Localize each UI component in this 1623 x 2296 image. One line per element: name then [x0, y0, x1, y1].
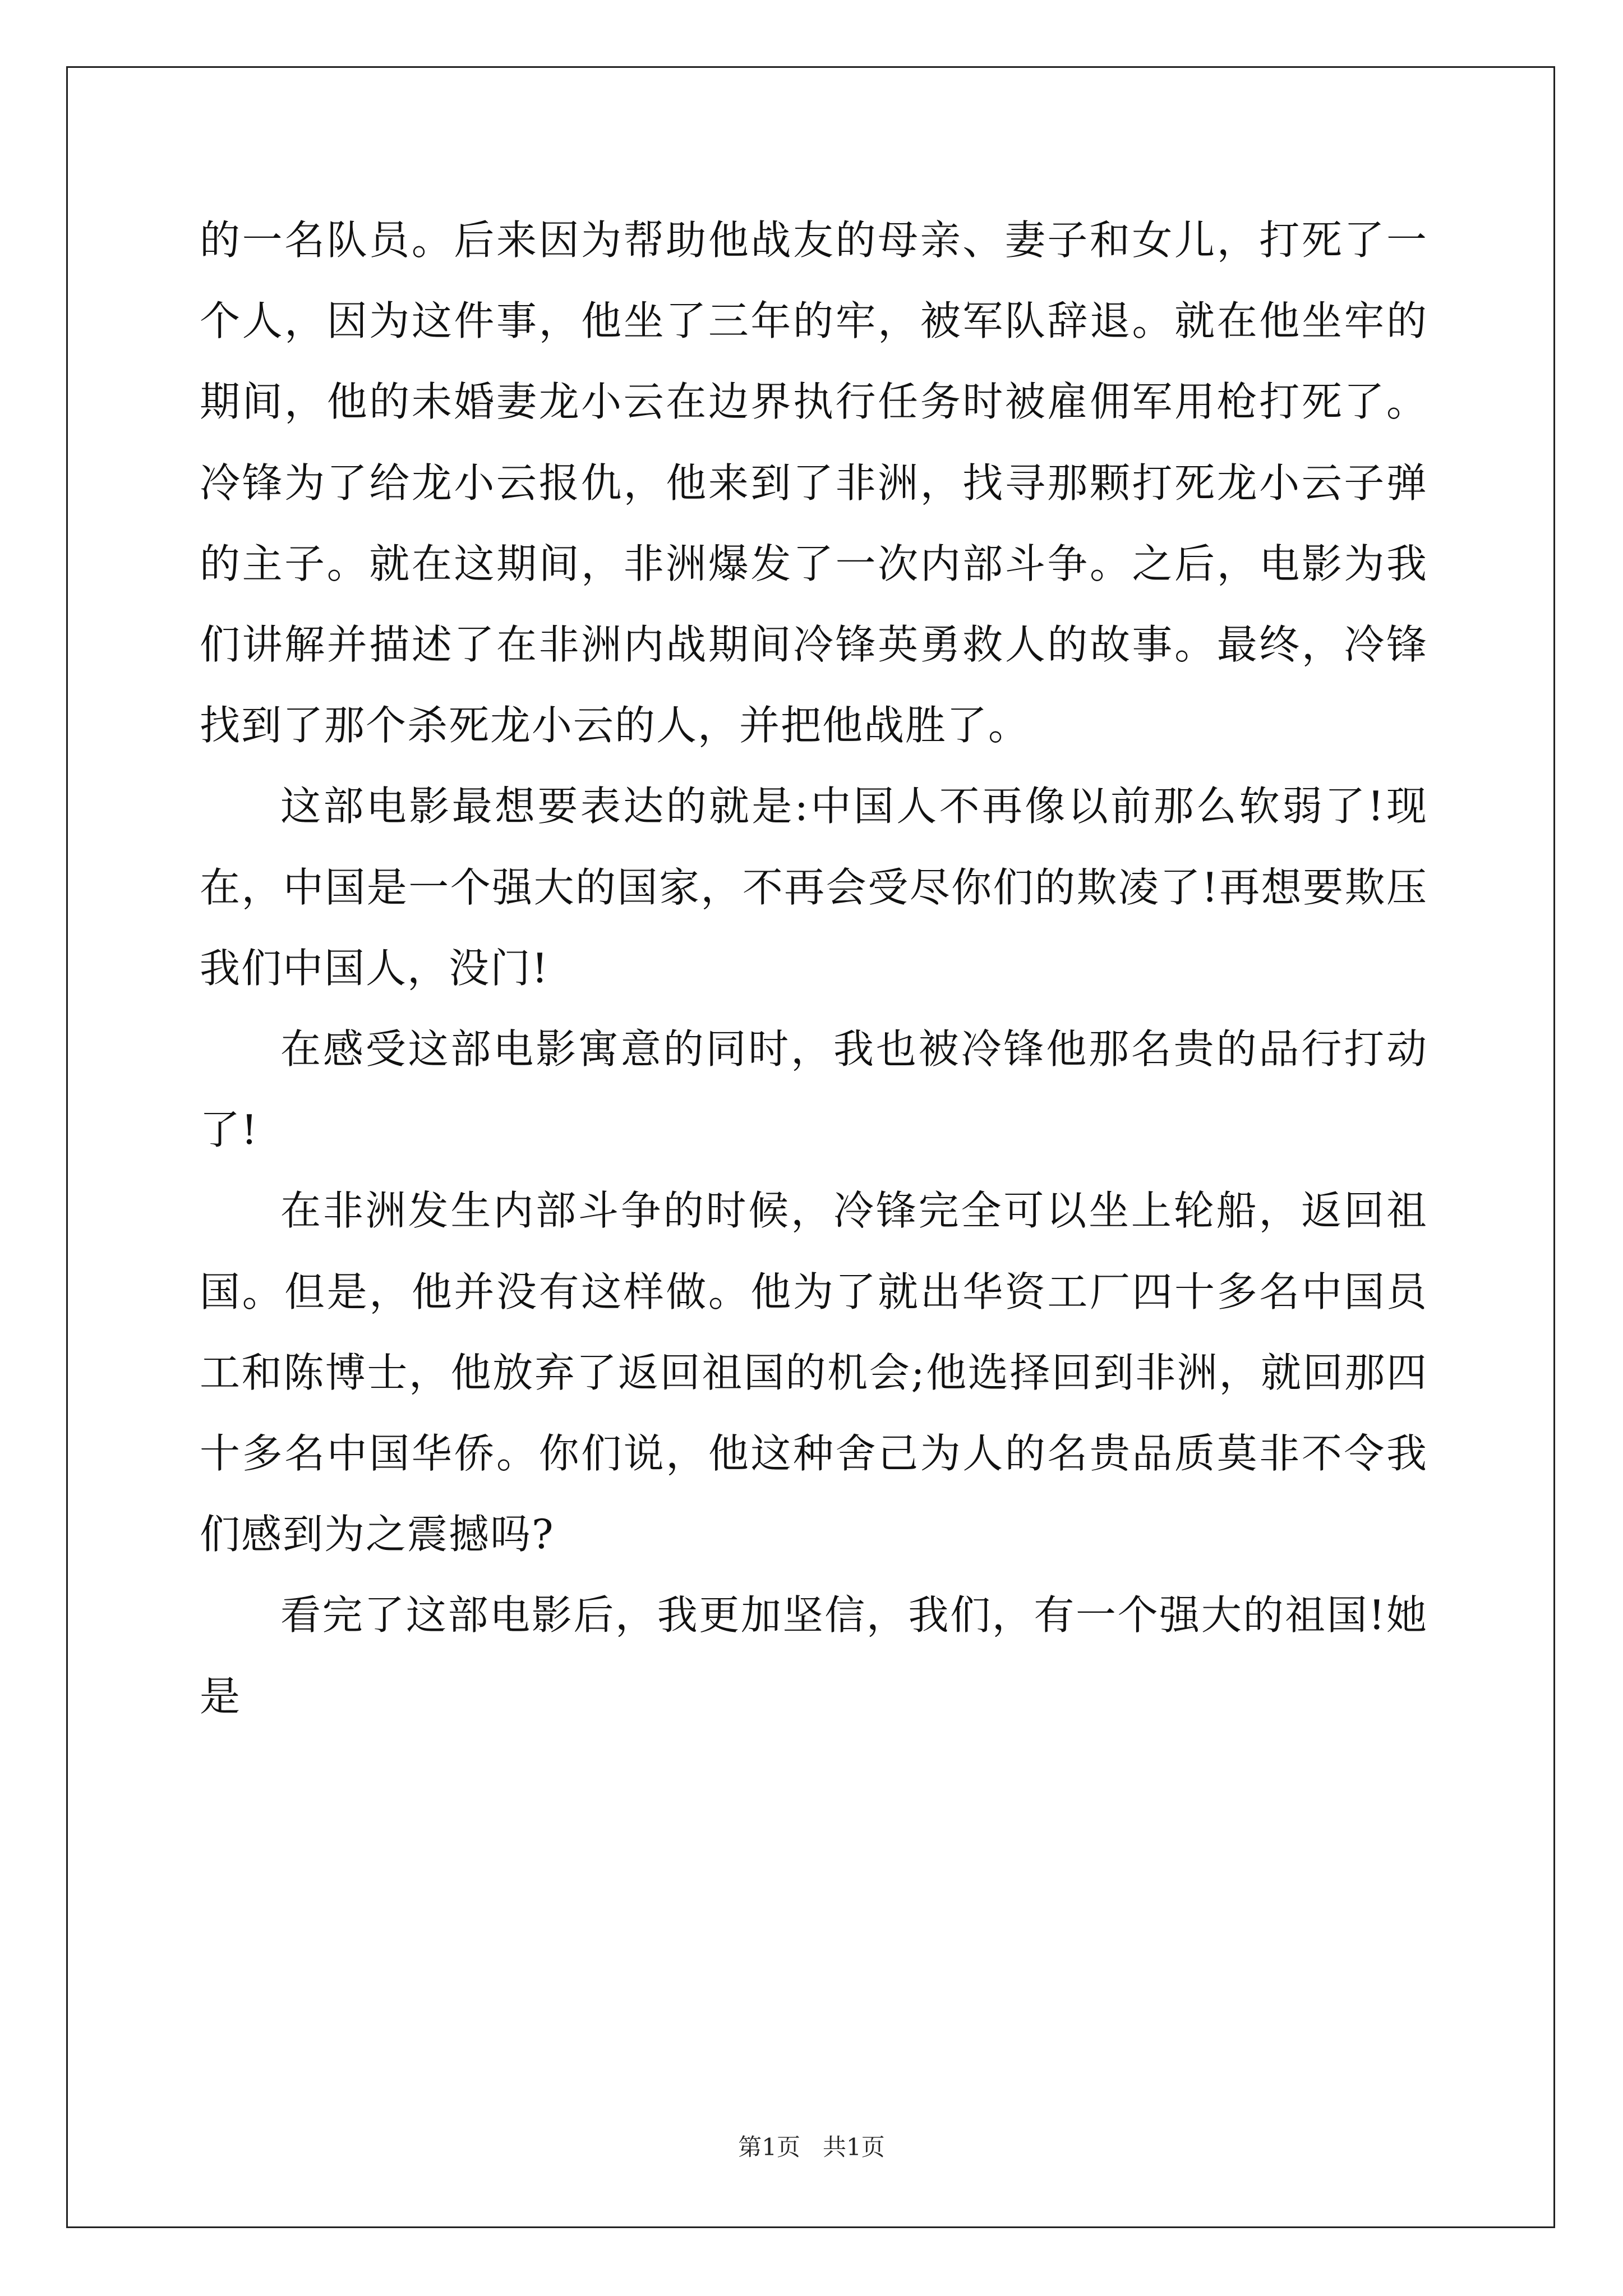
document-body	[200, 200, 1428, 1737]
page-number-current: 第1页	[738, 2133, 800, 2161]
paragraph-sacrifice: 在非洲发生内部斗争的时候，冷锋完全可以坐上轮船，返回祖国。但是，他并没有这样做。他为了就出华资工厂四十多名中国员工和陈博士，他放弃了返回祖国的机会;他选择回到非洲，就回那四十多名中国华侨。你们说，他这种舍己为人的名贵品质莫非不令我们感到为之震撼吗?	[200, 1187, 1428, 1558]
paragraph-character: 在感受这部电影寓意的同时，我也被冷锋他那名贵的品行打动了!	[200, 1025, 1428, 1154]
paragraph-conclusion: 看完了这部电影后，我更加坚信，我们，有一个强大的祖国!她是	[200, 1591, 1428, 1720]
page-number-total: 共1页	[823, 2133, 885, 2161]
paragraph-theme: 这部电影最想要表达的就是:中国人不再像以前那么软弱了!现在，中国是一个强大的国家，不再会受尽你们的欺凌了!再想要欺压我们中国人，没门!	[200, 783, 1428, 992]
page-footer	[0, 2131, 1623, 2164]
paragraph-continuation: 的一名队员。后来因为帮助他战友的母亲、妻子和女儿，打死了一个人，因为这件事，他坐了三年的牢，被军队辞退。就在他坐牢的期间，他的未婚妻龙小云在边界执行任务时被雇佣军用枪打死了。冷锋为了给龙小云报仇，他来到了非洲，找寻那颗打死龙小云子弹的主子。就在这期间，非洲爆发了一次内部斗争。之后，电影为我们讲解并描述了在非洲内战期间冷锋英勇救人的故事。最终，冷锋找到了那个杀死龙小云的人，并把他战胜了。	[200, 217, 1428, 749]
